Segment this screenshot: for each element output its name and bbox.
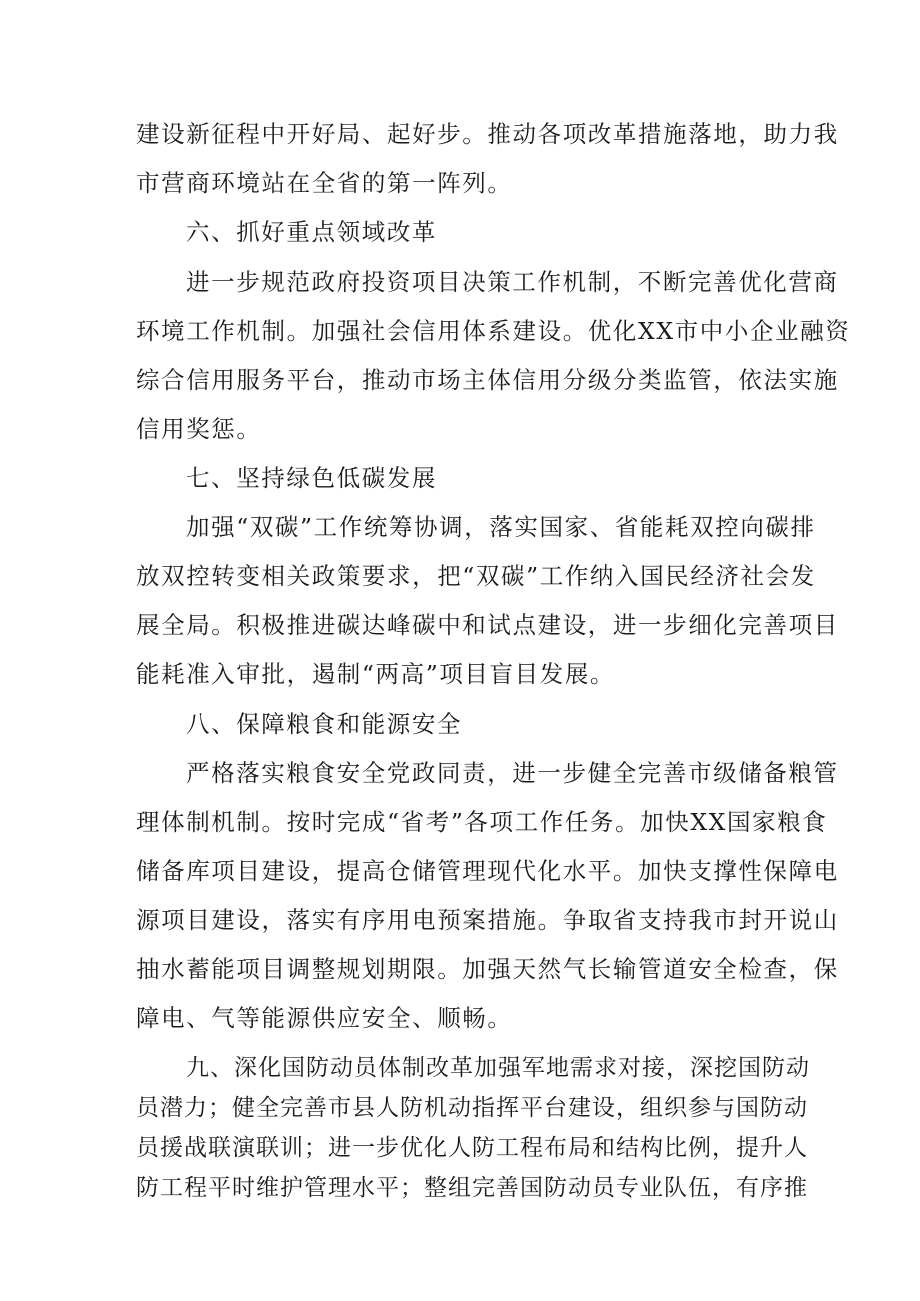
paragraph-line: 储备库项目建设，提高仓储管理现代化水平。加快支撑性保障电 (136, 857, 839, 885)
paragraph-line: 能耗准入审批，遏制“两高”项目盲目发展。 (136, 660, 616, 688)
paragraph-line: 员潜力；健全完善市县人防机动指挥平台建设，组织参与国防动 (136, 1095, 808, 1121)
paragraph-line: 市营商环境站在全省的第一阵列。 (136, 169, 513, 197)
paragraph-line: 信用奖惩。 (136, 415, 262, 443)
paragraph-line: 建设新征程中开好局、起好步。推动各项改革措施落地，助力我 (136, 120, 839, 148)
paragraph-line: 抽水蓄能项目调整规划期限。加强天然气长输管道安全检查，保 (136, 955, 839, 983)
section-heading: 七、坚持绿色低碳发展 (186, 464, 437, 492)
paragraph-line: 员援战联演联训；进一步优化人防工程布局和结构比例，提升人 (136, 1135, 808, 1161)
section-heading: 六、抓好重点领域改革 (186, 218, 437, 246)
paragraph-line: 放双控转变相关政策要求，把“双碳”工作纳入国民经济社会发 (136, 562, 816, 590)
paragraph-line: 理体制机制。按时完成“省考”各项工作任务。加快XX国家粮食 (136, 808, 828, 836)
paragraph-line: 防工程平时维护管理水平；整组完善国防动员专业队伍，有序推 (136, 1175, 808, 1201)
paragraph-line: 综合信用服务平台，推动市场主体信用分级分类监管，依法实施 (136, 366, 839, 394)
paragraph-line: 障电、气等能源供应安全、顺畅。 (136, 1004, 513, 1032)
paragraph-line: 环境工作机制。加强社会信用体系建设。优化XX市中小企业融资 (136, 317, 851, 345)
paragraph-line: 严格落实粮食安全党政同责，进一步健全完善市级储备粮管 (186, 759, 839, 787)
paragraph-line: 进一步规范政府投资项目决策工作机制，不断完善优化营商 (186, 268, 839, 296)
paragraph-line: 源项目建设，落实有序用电预案措施。争取省支持我市封开说山 (136, 906, 839, 934)
paragraph-line: 展全局。积极推进碳达峰碳中和试点建设，进一步细化完善项目 (136, 611, 839, 639)
paragraph-line: 加强“双碳”工作统筹协调，落实国家、省能耗双控向碳排 (186, 513, 816, 541)
section-heading: 八、保障粮食和能源安全 (186, 710, 463, 738)
paragraph-line: 九、深化国防动员体制改革加强军地需求对接，深挖国防动 (186, 1055, 810, 1081)
